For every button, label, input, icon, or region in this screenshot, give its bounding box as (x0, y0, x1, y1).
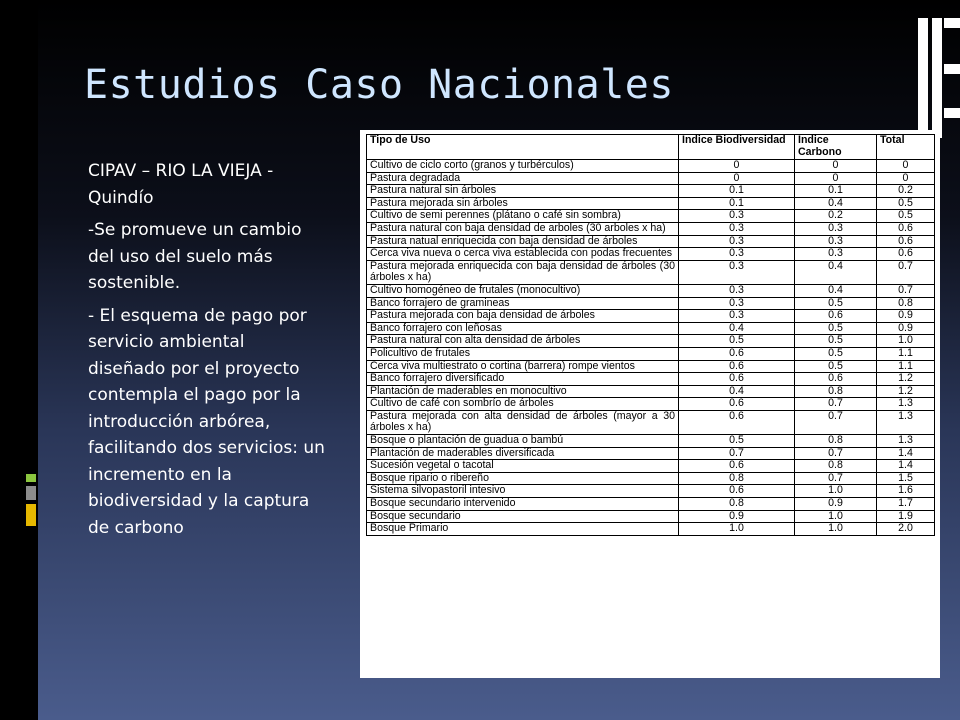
cell-total: 0 (877, 160, 935, 173)
cell-tipo-de-uso: Cultivo de ciclo corto (granos y turbérculos) (367, 160, 679, 173)
body-paragraph-2: -Se promueve un cambio del uso del suelo más sostenible. (88, 220, 302, 293)
accent-mark-gray (26, 486, 36, 500)
cell-total: 1.3 (877, 410, 935, 434)
cell-total: 0.7 (877, 284, 935, 297)
cell-indice-biodiversidad: 0.3 (679, 284, 795, 297)
cell-total: 0.5 (877, 210, 935, 223)
cell-total: 1.4 (877, 447, 935, 460)
cell-indice-carbono: 0 (795, 160, 877, 173)
cell-indice-carbono: 1.0 (795, 523, 877, 536)
table-row (367, 498, 935, 511)
cell-indice-carbono: 1.0 (795, 510, 877, 523)
cell-tipo-de-uso: Pastura mejorada sin árboles (367, 197, 679, 210)
cell-indice-carbono: 0.8 (795, 385, 877, 398)
cell-tipo-de-uso: Bosque ripario o ribereño (367, 472, 679, 485)
cell-indice-carbono: 0.8 (795, 435, 877, 448)
cell-indice-carbono: 0.5 (795, 335, 877, 348)
cell-tipo-de-uso: Sistema silvopastoril intesivo (367, 485, 679, 498)
header-indice-carbono: Indice Carbono (795, 135, 877, 160)
header-tipo-de-uso: Tipo de Uso (367, 135, 679, 160)
table-row (367, 248, 935, 261)
cell-total: 1.4 (877, 460, 935, 473)
cell-indice-carbono: 1.0 (795, 485, 877, 498)
cell-total: 1.3 (877, 435, 935, 448)
table-row (367, 197, 935, 210)
cell-tipo-de-uso: Policultivo de frutales (367, 347, 679, 360)
cell-tipo-de-uso: Pastura mejorada con baja densidad de árboles (367, 310, 679, 323)
cell-tipo-de-uso: Pastura mejorada enriquecida con baja densidad de árboles (30 árboles x ha) (367, 260, 679, 284)
cell-tipo-de-uso: Cultivo de café con sombrío de árboles (367, 398, 679, 411)
cell-indice-carbono: 0.4 (795, 284, 877, 297)
cell-indice-carbono: 0.3 (795, 235, 877, 248)
table-row (367, 385, 935, 398)
table-row (367, 310, 935, 323)
cell-indice-biodiversidad: 0.3 (679, 310, 795, 323)
cell-indice-biodiversidad: 0.4 (679, 385, 795, 398)
cell-total: 0.9 (877, 322, 935, 335)
cell-total: 0 (877, 172, 935, 185)
cell-total: 1.7 (877, 498, 935, 511)
cell-indice-biodiversidad: 0.8 (679, 498, 795, 511)
cell-indice-biodiversidad: 0.5 (679, 435, 795, 448)
cell-indice-biodiversidad: 0.3 (679, 235, 795, 248)
table-row (367, 347, 935, 360)
cell-indice-carbono: 0.8 (795, 460, 877, 473)
index-table (366, 134, 935, 536)
cell-tipo-de-uso: Pastura natural sin árboles (367, 185, 679, 198)
cell-indice-biodiversidad: 0.6 (679, 485, 795, 498)
cell-tipo-de-uso: Sucesión vegetal o tacotal (367, 460, 679, 473)
table-row (367, 398, 935, 411)
cell-total: 1.5 (877, 472, 935, 485)
cell-tipo-de-uso: Banco forrajero diversificado (367, 373, 679, 386)
cell-indice-biodiversidad: 0.6 (679, 347, 795, 360)
body-paragraph-3: - El esquema de pago por servicio ambiental diseñado por el proyecto contempla el pago por la introducción arbórea, facilitando dos servicios: un incremento en la biodiversidad y la captura de carbono (88, 305, 325, 538)
cell-indice-biodiversidad: 1.0 (679, 523, 795, 536)
cell-indice-biodiversidad: 0.4 (679, 322, 795, 335)
table-row (367, 185, 935, 198)
cell-indice-biodiversidad: 0.3 (679, 297, 795, 310)
cell-total: 1.3 (877, 398, 935, 411)
cell-total: 1.0 (877, 335, 935, 348)
cell-indice-carbono: 0.6 (795, 310, 877, 323)
cell-indice-carbono: 0 (795, 172, 877, 185)
cell-total: 0.2 (877, 185, 935, 198)
cell-tipo-de-uso: Pastura natural con baja densidad de arboles (30 arboles x ha) (367, 222, 679, 235)
accent-mark-gold (26, 504, 36, 526)
cell-indice-carbono: 0.5 (795, 347, 877, 360)
cell-indice-biodiversidad: 0.6 (679, 373, 795, 386)
cell-tipo-de-uso: Bosque secundario (367, 510, 679, 523)
table-row (367, 447, 935, 460)
cell-total: 0.6 (877, 222, 935, 235)
cell-total: 1.6 (877, 485, 935, 498)
table-row (367, 523, 935, 536)
cell-total: 0.5 (877, 197, 935, 210)
cell-tipo-de-uso: Pastura natual enriquecida con baja densidad de árboles (367, 235, 679, 248)
cell-total: 0.7 (877, 260, 935, 284)
table-row (367, 410, 935, 434)
cell-total: 1.2 (877, 385, 935, 398)
body-text (88, 158, 326, 547)
table-row (367, 222, 935, 235)
cell-total: 1.1 (877, 360, 935, 373)
cell-tipo-de-uso: Pastura natural con alta densidad de árboles (367, 335, 679, 348)
table-row (367, 297, 935, 310)
cell-indice-biodiversidad: 0 (679, 172, 795, 185)
cell-indice-biodiversidad: 0.6 (679, 410, 795, 434)
table-image (360, 130, 940, 678)
cell-indice-biodiversidad: 0.3 (679, 222, 795, 235)
cell-indice-biodiversidad: 0 (679, 160, 795, 173)
cell-indice-carbono: 0.2 (795, 210, 877, 223)
cell-indice-biodiversidad: 0.6 (679, 460, 795, 473)
cell-indice-biodiversidad: 0.9 (679, 510, 795, 523)
cell-total: 0.8 (877, 297, 935, 310)
table-row (367, 335, 935, 348)
table-row (367, 172, 935, 185)
table-row (367, 472, 935, 485)
cell-indice-carbono: 0.7 (795, 447, 877, 460)
cell-indice-carbono: 0.7 (795, 472, 877, 485)
cell-tipo-de-uso: Pastura degradada (367, 172, 679, 185)
cell-indice-carbono: 0.5 (795, 322, 877, 335)
cell-indice-biodiversidad: 0.7 (679, 447, 795, 460)
cell-tipo-de-uso: Plantación de maderables en monocultivo (367, 385, 679, 398)
cell-indice-carbono: 0.3 (795, 222, 877, 235)
table-row (367, 435, 935, 448)
cell-indice-carbono: 0.7 (795, 398, 877, 411)
cell-indice-carbono: 0.7 (795, 410, 877, 434)
cell-total: 0.6 (877, 235, 935, 248)
cell-total: 2.0 (877, 523, 935, 536)
cell-tipo-de-uso: Pastura mejorada con alta densidad de árboles (mayor a 30 árboles x ha) (367, 410, 679, 434)
cell-total: 1.2 (877, 373, 935, 386)
cell-tipo-de-uso: Plantación de maderables diversificada (367, 447, 679, 460)
cell-total: 1.9 (877, 510, 935, 523)
corner-decoration (918, 0, 960, 150)
cell-total: 1.1 (877, 347, 935, 360)
cell-tipo-de-uso: Cerca viva nueva o cerca viva establecida con podas frecuentes (367, 248, 679, 261)
table-row (367, 360, 935, 373)
cell-indice-biodiversidad: 0.1 (679, 197, 795, 210)
cell-indice-biodiversidad: 0.8 (679, 472, 795, 485)
cell-tipo-de-uso: Banco forrajero con leñosas (367, 322, 679, 335)
table-row (367, 460, 935, 473)
cell-indice-carbono: 0.4 (795, 260, 877, 284)
cell-indice-carbono: 0.1 (795, 185, 877, 198)
accent-mark-green (26, 474, 36, 482)
cell-indice-carbono: 0.4 (795, 197, 877, 210)
cell-tipo-de-uso: Cultivo homogéneo de frutales (monocultivo) (367, 284, 679, 297)
body-paragraph-1: CIPAV – RIO LA VIEJA - Quindío (88, 161, 274, 208)
table-row (367, 210, 935, 223)
cell-tipo-de-uso: Bosque secundario intervenido (367, 498, 679, 511)
cell-indice-biodiversidad: 0.3 (679, 210, 795, 223)
cell-indice-biodiversidad: 0.5 (679, 335, 795, 348)
header-indice-biodiversidad: Indice Biodiversidad (679, 135, 795, 160)
cell-indice-carbono: 0.6 (795, 373, 877, 386)
cell-tipo-de-uso: Cerca viva multiestrato o cortina (barrera) rompe vientos (367, 360, 679, 373)
cell-tipo-de-uso: Bosque o plantación de guadua o bambú (367, 435, 679, 448)
cell-indice-biodiversidad: 0.3 (679, 260, 795, 284)
cell-indice-carbono: 0.5 (795, 360, 877, 373)
left-strip (0, 0, 38, 720)
cell-total: 0.6 (877, 248, 935, 261)
table-row (367, 235, 935, 248)
header-total: Total (877, 135, 935, 160)
table-row (367, 260, 935, 284)
table-row (367, 485, 935, 498)
page-title: Estudios Caso Nacionales (84, 62, 674, 108)
cell-indice-biodiversidad: 0.6 (679, 398, 795, 411)
cell-indice-carbono: 0.3 (795, 248, 877, 261)
table-row (367, 510, 935, 523)
table-row (367, 160, 935, 173)
cell-tipo-de-uso: Bosque Primario (367, 523, 679, 536)
table-row (367, 373, 935, 386)
cell-indice-biodiversidad: 0.3 (679, 248, 795, 261)
cell-indice-carbono: 0.5 (795, 297, 877, 310)
table-header-row (367, 135, 935, 160)
cell-indice-biodiversidad: 0.1 (679, 185, 795, 198)
table-row (367, 284, 935, 297)
cell-total: 0.9 (877, 310, 935, 323)
cell-indice-carbono: 0.9 (795, 498, 877, 511)
cell-indice-biodiversidad: 0.6 (679, 360, 795, 373)
cell-tipo-de-uso: Cultivo de semi perennes (plátano o café sin sombra) (367, 210, 679, 223)
cell-tipo-de-uso: Banco forrajero de gramineas (367, 297, 679, 310)
table-row (367, 322, 935, 335)
